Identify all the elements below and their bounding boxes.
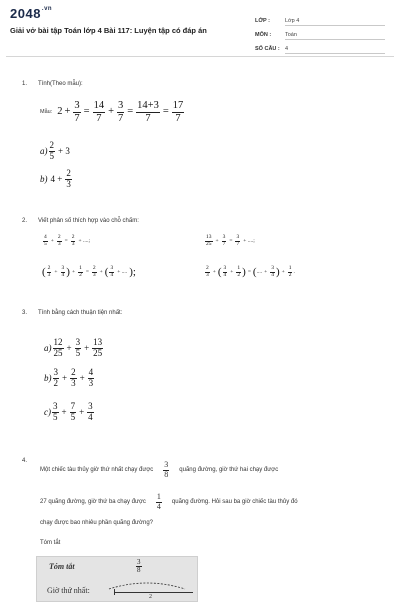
fraction: $\frac{3}{5}$ (53, 401, 58, 422)
logo-text: 2048 (10, 6, 41, 21)
question-4-number: 4. (22, 458, 28, 464)
summary-cut-number: 2 (149, 594, 152, 600)
summary-image (36, 556, 198, 602)
meta-value: Toán (285, 32, 385, 40)
operator: = (162, 106, 169, 118)
logo-domain: .vn (41, 6, 53, 12)
meta-class (255, 18, 390, 26)
fraction: $\frac{2}{3}$ (47, 264, 51, 278)
fraction: $\frac{3}{7}$ (236, 233, 240, 247)
q2-row1-right: $\frac{13}{25}$ + $\frac{3}{7}$ = $\frac{3}{7}$ + ....; (206, 233, 255, 247)
question-2-number: 2. (22, 218, 28, 224)
summary-segment-line (115, 592, 193, 593)
fraction: $\frac{3}{7}$ (74, 100, 80, 124)
q4-line-1: Một chiếc tàu thủy giờ thứ nhất chạy được $\frac{3}{8}$ quãng đường, giờ thứ hai chạy được (40, 460, 279, 479)
blank-slot: .... (256, 269, 263, 275)
fraction: $\frac{2}{3}$ (66, 168, 71, 189)
fraction: $\frac{2}{3}$ (71, 233, 75, 247)
fraction: $\frac{3}{4}$ (271, 264, 274, 278)
fraction: $\frac{14+3}{7}$ (137, 100, 159, 124)
fraction: $\frac{14}{7}$ (93, 100, 105, 124)
q3-part-c: c) $\frac{3}{5}$ + $\frac{7}{5}$ + $\frac{3}{4}$ (44, 401, 93, 422)
fraction: $\frac{2}{3}$ (71, 367, 76, 388)
page-title: Giải vở bài tập Toán lớp 4 Bài 117: Luyện tập có đáp án (10, 26, 207, 35)
fraction: $\frac{2}{5}$ (49, 140, 54, 161)
expression-tail: + 3 (58, 146, 70, 156)
fraction: $\frac{12}{25}$ (53, 337, 63, 358)
q1-part-a (40, 138, 72, 164)
part-label: b) (40, 174, 48, 184)
q1-example (40, 98, 185, 126)
fraction: $\frac{4}{5}$ (44, 233, 47, 247)
summary-row-label: Giờ thứ nhất: (47, 586, 90, 595)
header-divider (6, 56, 394, 57)
question-1-number: 1. (22, 81, 28, 87)
site-logo (10, 6, 52, 21)
q3-part-b: b) $\frac{3}{2}$ + $\frac{2}{3}$ + $\frac{4}{3}$ (44, 367, 94, 388)
q1-part-b (40, 166, 73, 192)
summary-fraction: $\frac{3}{8}$ (137, 558, 141, 575)
fraction: $\frac{3}{8}$ (164, 460, 169, 479)
meta-key: MÔN : (255, 32, 272, 38)
fraction: $\frac{3}{4}$ (223, 264, 227, 278)
q2-row2-right: $\frac{2}{3}$ + ( $\frac{3}{4}$ + $\frac{1}{2}$ ) = ( .... + $\frac{3}{4}$ ) + $\frac{1}{2}$ . (206, 264, 295, 278)
blank-slot: + ....; (78, 238, 90, 244)
q2-row2-left: ( $\frac{2}{3}$ + $\frac{3}{4}$ ) + $\frac{1}{2}$ = $\frac{2}{3}$ + ( $\frac{3}{4}$ + .... ); (42, 264, 136, 278)
fraction: $\frac{3}{4}$ (88, 401, 93, 422)
meta-key: SỐ CÂU : (255, 46, 280, 52)
fraction: $\frac{3}{5}$ (75, 337, 81, 358)
summary-box-title: Tóm tắt (49, 562, 75, 571)
question-1-prompt: Tính(Theo mẫu): (38, 81, 83, 87)
part-label: a) (44, 343, 52, 353)
summary-arc (107, 579, 187, 591)
fraction: $\frac{1}{2}$ (237, 264, 241, 278)
question-3-number: 3. (22, 310, 28, 316)
fraction: $\frac{2}{3}$ (57, 233, 61, 247)
whole-number: 2 (57, 106, 63, 118)
fraction: $\frac{3}{4}$ (61, 264, 65, 278)
fraction: $\frac{7}{5}$ (70, 401, 76, 422)
fraction: $\frac{3}{7}$ (222, 233, 226, 247)
q3-part-a: a) $\frac{12}{25}$ + $\frac{3}{5}$ + $\frac{13}{25}$ (44, 337, 103, 358)
meta-value: 4 (285, 46, 385, 54)
question-3-prompt: Tính bằng cách thuận tiện nhất: (38, 310, 123, 316)
meta-subject (255, 32, 390, 40)
fraction: $\frac{3}{2}$ (53, 367, 58, 388)
fraction: $\frac{1}{2}$ (288, 264, 292, 278)
part-label: a) (40, 146, 48, 156)
fraction: $\frac{2}{3}$ (206, 264, 209, 278)
blank-slot: + .... (117, 269, 128, 275)
fraction: $\frac{3}{4}$ (110, 264, 114, 278)
expression-lead: 4 + (50, 174, 63, 184)
operator: + (64, 106, 71, 118)
blank-slot: + ....; (243, 238, 255, 244)
part-label: c) (44, 407, 51, 417)
q4-line-3: chạy được bao nhiêu phần quãng đường? (40, 520, 153, 526)
operator: + (108, 106, 114, 118)
fraction: $\frac{17}{7}$ (172, 100, 184, 124)
example-label: Mẫu: (40, 109, 53, 115)
fraction: $\frac{1}{2}$ (79, 264, 82, 278)
meta-value: Lớp 4 (285, 18, 385, 26)
q4-line-2: 27 quãng đường, giờ thứ ba chạy được $\frac{1}{4}$ quãng đường. Hỏi sau ba giờ chiếc tàu thủy đó (40, 492, 298, 511)
operator: = (127, 106, 134, 118)
fraction: $\frac{3}{7}$ (118, 100, 124, 124)
operator: = (83, 106, 90, 118)
fraction: $\frac{1}{4}$ (156, 492, 161, 511)
summary-tick (114, 589, 115, 595)
meta-key: LỚP : (255, 18, 270, 24)
meta-count (255, 46, 390, 54)
q4-summary-label: Tóm tắt (40, 540, 61, 546)
q2-row1-left: $\frac{4}{5}$ + $\frac{2}{3}$ = $\frac{2}{3}$ + ....; (44, 233, 90, 247)
part-label: b) (44, 373, 52, 383)
example-expression (57, 100, 185, 123)
question-2-prompt: Viết phân số thích hợp vào chỗ chấm: (38, 218, 139, 224)
fraction: $\frac{13}{25}$ (93, 337, 103, 358)
fraction: $\frac{13}{25}$ (206, 233, 212, 247)
fraction: $\frac{4}{3}$ (88, 367, 94, 388)
fraction: $\frac{2}{3}$ (92, 264, 96, 278)
